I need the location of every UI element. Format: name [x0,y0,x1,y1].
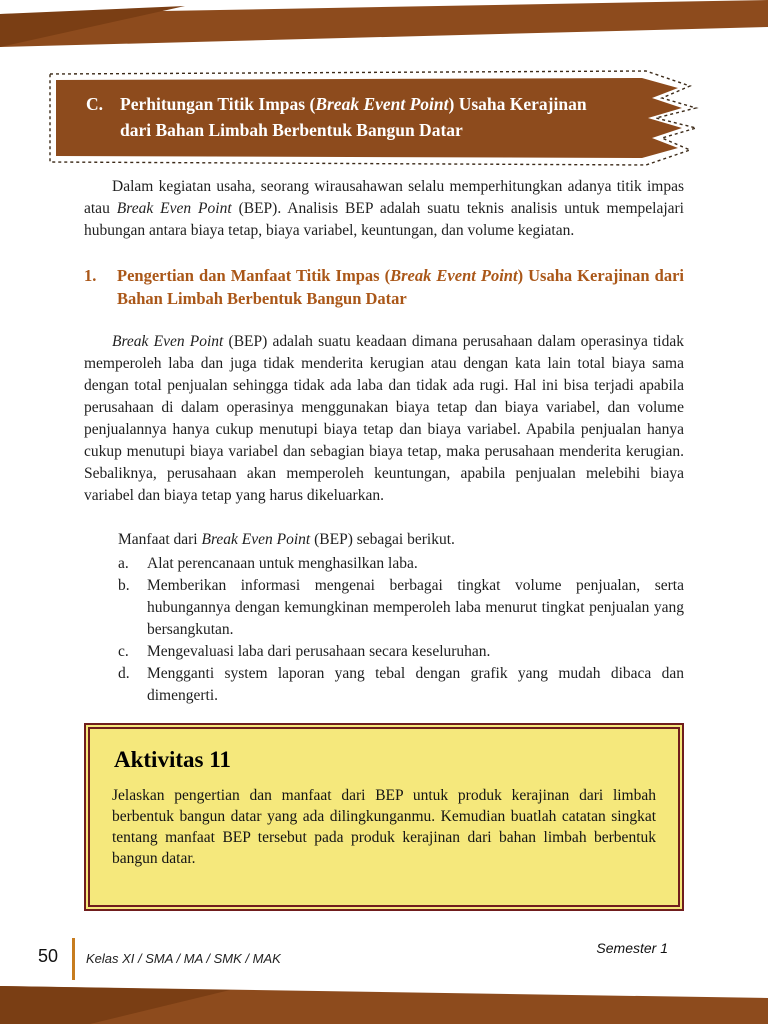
section-1-title-pre: Pengertian dan Manfaat Titik Impas ( [117,266,391,285]
bottom-band-shape [0,978,768,1024]
list-text: Alat perencanaan untuk menghasilkan laba. [147,555,418,572]
list-marker: c. [118,643,129,660]
activity-body: Jelaskan pengertian dan manfaat dari BEP untuk produk kerajinan dari limbah berbentuk bangun datar yang ada dilingkunganmu. Kemudian buatlah catatan singkat tentang manfaat BEP tersebut pada produk kerajinan dari bahan limbah berbentuk bangun datar. [112,787,656,867]
footer-divider [72,938,75,980]
top-band-shape [0,0,768,50]
intro-pre: Dalam kegiatan usaha, seorang wirausahawan selalu memperhitungkan adanya titik impas atau [84,178,684,217]
page-content [84,176,684,911]
list-text: Mengevaluasi laba dari perusahaan secara keseluruhan. [147,643,491,660]
section-1-marker: 1. [84,266,97,285]
list-marker: d. [118,665,130,682]
banner-title-pre: Perhitungan Titik Impas ( [120,94,316,114]
benefits-lead-italic: Break Even Point [201,531,311,548]
section-1-title [117,264,684,310]
bottom-decoration [0,978,768,1024]
section-1-paragraph [84,331,684,507]
banner-title-post: ) Usaha Kerajinan dari Bahan Limbah Berbentuk Bangun Datar [120,94,587,140]
list-marker: b. [118,577,130,594]
section-1-title-italic: Break Event Point [390,266,518,285]
section-1-heading [84,264,684,310]
intro-italic: Break Even Point [116,200,232,217]
page-number: 50 [38,946,59,966]
banner-title-italic: Break Event Point [315,94,449,114]
intro-post: (BEP). Analisis BEP adalah suatu teknis analisis untuk mempelajari hubungan antara biaya tetap, biaya variabel, keuntungan, dan volume kegiatan. [84,200,684,239]
list-item [118,663,684,707]
intro-paragraph [84,176,684,242]
banner-heading [56,78,616,158]
top-decoration [0,0,768,50]
benefits-list [118,553,684,707]
list-item [118,553,684,575]
footer-class-label: Kelas XI / SMA / MA / SMK / MAK [86,951,281,966]
benefits-lead-pre: Manfaat dari [118,531,202,548]
section-1-title-post: ) Usaha Kerajinan dari Bahan Limbah Berbentuk Bangun Datar [117,266,684,308]
activity-box [84,723,684,911]
section-1-body: (BEP) adalah suatu keadaan dimana perusahaan dalam operasinya tidak memperoleh laba dan juga tidak menderita kerugian atau dengan kata lain total biaya sama dengan total penjualan sehingga tidak ada laba dan tidak ada rugi. Hal ini bisa terjadi apabila perusahaan di dalam operasinya menggunakan biaya tetap dan biaya variabel, dan volume penjualannya hanya cukup menutupi biaya tetap dan biaya variabel. Apabila penjualan hanya cukup menutupi biaya variabel dan sebagian biaya tetap, maka perusahaan menderita kerugian. Sebaliknya, perusahaan akan memperoleh keuntungan, apabila penjualan melebihi biaya variabel dan biaya tetap yang harus dikeluarkan. [84,333,684,504]
activity-title: Aktivitas 11 [114,747,231,772]
list-item [118,641,684,663]
benefits-lead-post: (BEP) sebagai berikut. [310,531,455,548]
benefits-lead [118,529,684,551]
footer-semester-label: Semester 1 [596,940,668,956]
list-text: Mengganti system laporan yang tebal dengan grafik yang mudah dibaca dan dimengerti. [147,665,684,704]
banner-marker: C. [86,94,104,114]
section-1-body-italic: Break Even Point [112,333,224,350]
section-banner [56,78,696,158]
page-footer [0,936,768,984]
list-text: Memberikan informasi mengenai berbagai tingkat volume penjualan, serta hubungannya dengan kemungkinan memperoleh laba menurut tingkat penjualan yang bersangkutan. [147,577,684,638]
list-item [118,575,684,641]
list-marker: a. [118,555,129,572]
banner-title [120,91,616,158]
